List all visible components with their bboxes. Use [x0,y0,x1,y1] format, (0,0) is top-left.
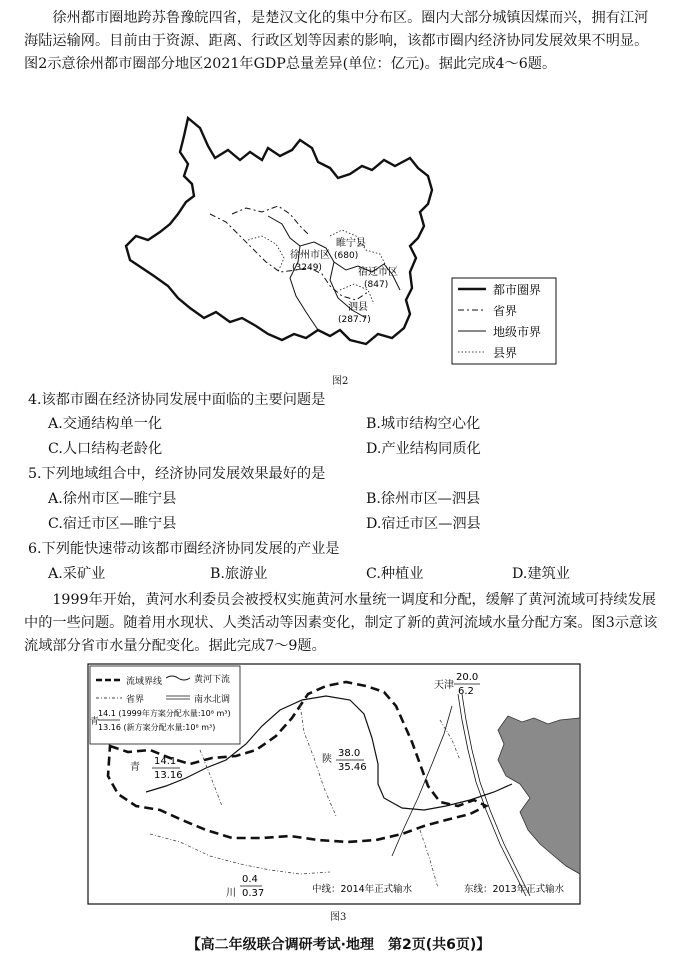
svg-text:13.16: 13.16 [154,770,183,781]
question-4-option-c[interactable]: C.人口结构老龄化 [48,441,163,457]
label-suqian: 宿迁市区 [358,267,398,278]
svg-text:陕: 陕 [322,754,332,765]
question-6-stem: 6.下列能快速带动该都市圈经济协同发展的产业是 [28,541,340,557]
svg-text:地级市界: 地级市界 [493,325,542,339]
question-4-option-b[interactable]: B.城市结构空心化 [366,416,481,432]
map-figure-3 [0,660,677,920]
question-5-stem: 5.下列地域组合中，经济协同发展效果最好的是 [28,466,326,482]
svg-text:青: 青 [90,717,100,727]
question-4-option-a[interactable]: A.交通结构单一化 [48,416,163,432]
figure-3-caption: 图3 [330,912,347,923]
value-suining: (680) [334,251,359,261]
svg-text:14.1: 14.1 [154,756,177,767]
svg-text:20.0: 20.0 [456,672,479,683]
svg-text:0.37: 0.37 [242,888,265,899]
svg-text:0.4: 0.4 [242,874,258,885]
svg-text:省界: 省界 [126,695,145,705]
question-6-option-d[interactable]: D.建筑业 [512,566,570,582]
question-6-option-c[interactable]: C.种植业 [366,566,424,582]
question-5-option-a[interactable]: A.徐州市区—睢宁县 [48,491,177,507]
value-suqian: (847) [364,280,389,290]
intro-paragraph-1: 徐州都市圈地跨苏鲁豫皖四省，是楚汉文化的集中分布区。圈内大部分城镇因煤而兴，拥有江河海陆运输网。目前由于资源、距离、行政区划等因素的影响，该都市圈内经济协同发展效果不明显。图2示意徐州都市圈部分地区2021年GDP总量差异(单位：亿元)。据此完成4～6题。 [24,10,649,72]
question-6-option-a[interactable]: A.采矿业 [48,566,106,582]
map-figure-2 [0,0,677,370]
svg-text:14.1 (1999年方案分配水量:10⁸ m³): 14.1 (1999年方案分配水量:10⁸ m³) [98,709,231,718]
note-east-route: 东线：2013年正式输水 [464,884,565,895]
question-6-option-b[interactable]: B.旅游业 [210,566,268,582]
figure-2-caption: 图2 [332,376,349,387]
label-suining: 睢宁县 [336,238,366,249]
svg-text:流域界线: 流域界线 [126,677,163,687]
label-xuzhou: 徐州市区 [290,250,330,261]
value-sixian: (287.7) [338,315,371,325]
intro-paragraph-2: 1999年开始，黄河水利委员会被授权实施黄河水量统一调度和分配，缓解了黄河流域可持续发展中的一些问题。随着用水现状、人类活动等因素变化，制定了新的黄河流域水量分配方案。图3示意该流域部分省市水量分配变化。据此完成7～9题。 [24,592,658,654]
svg-text:青: 青 [130,762,140,773]
question-4-option-d[interactable]: D.产业结构同质化 [366,441,481,457]
question-5-option-c[interactable]: C.宿迁市区—睢宁县 [48,516,177,532]
svg-text:南水北调: 南水北调 [194,695,231,705]
question-5-option-d[interactable]: D.宿迁市区—泗县 [366,516,481,532]
question-5-option-b[interactable]: B.徐州市区—泗县 [366,491,481,507]
svg-text:天津: 天津 [434,680,454,691]
svg-text:38.0: 38.0 [338,748,361,759]
page-footer: 【高二年级联合调研考试·地理 第2页(共6页)】 [186,937,491,953]
svg-text:省界: 省界 [493,304,518,318]
svg-text:川: 川 [226,888,236,899]
map1-legend [452,278,556,364]
map2-legend [90,666,240,744]
svg-text:13.16 (新方案分配水量:10⁸ m³): 13.16 (新方案分配水量:10⁸ m³) [98,723,216,732]
svg-text:都市圈界: 都市圈界 [493,283,542,297]
metro-boundary [126,118,432,344]
label-sixian: 泗县 [348,302,368,313]
svg-text:6.2: 6.2 [458,686,474,697]
svg-text:县界: 县界 [493,346,518,360]
value-xuzhou: (3249) [292,263,322,273]
note-middle-route: 中线：2014年正式输水 [312,884,413,895]
svg-text:黄河下流: 黄河下流 [194,675,231,685]
svg-text:35.46: 35.46 [338,762,367,773]
question-4-stem: 4.该都市圈在经济协同发展中面临的主要问题是 [28,392,326,408]
